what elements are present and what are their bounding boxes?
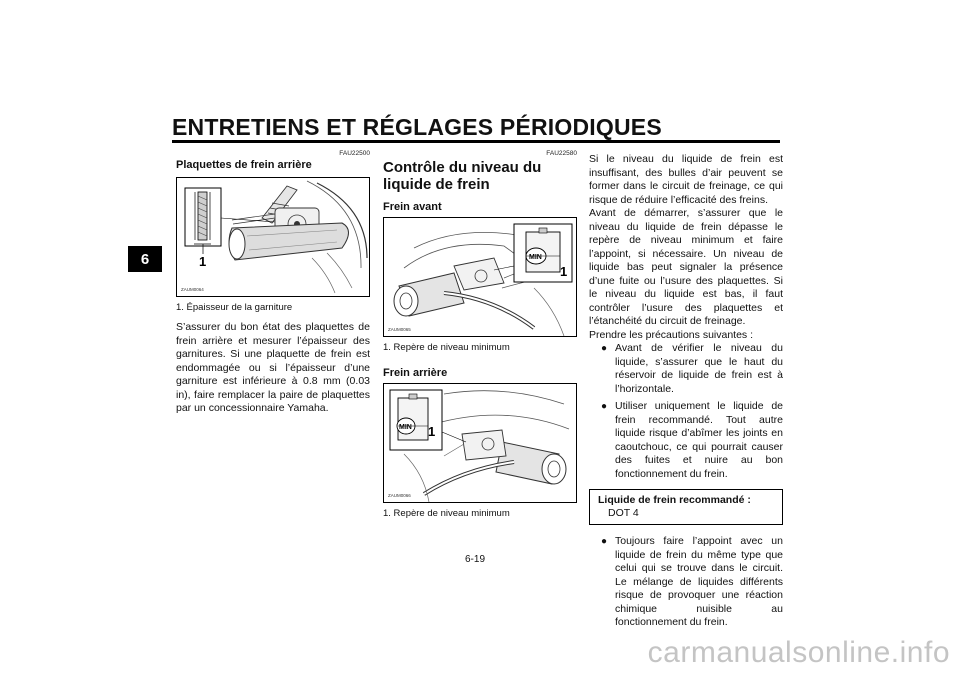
- paragraph-2: Avant de démarrer, s’assurer que le niveau du liquide de frein dépasse le repère de niveau minimum et faire l’appoint, si nécessaire. Un niveau de liquide bas peut signaler la présence d’une fuite ou l’usure des plaquettes. Si le niveau du liquide est bas, il faut contrôler l’usure des plaquettes et l’étanchéité du circuit de freinage.: [589, 207, 783, 327]
- list-item: [601, 535, 783, 630]
- figure-code: ZAUM0065: [388, 327, 411, 332]
- figure-code: ZAUM0066: [388, 493, 411, 498]
- rear-brake-pad-figure: [176, 177, 370, 297]
- figure-callout-number: 1: [199, 254, 207, 269]
- rear-brake-label: Frein arrière: [383, 367, 448, 379]
- list-item-text: Avant de vérifier le niveau du liquide, s’assurer que le haut du réservoir de liquide de frein est à l’horizontale.: [615, 342, 783, 395]
- recommended-fluid-label: Liquide de frein recommandé :: [598, 494, 751, 506]
- list-item: [601, 400, 783, 481]
- front-brake-reservoir-illustration: [384, 218, 577, 337]
- list-item-text: Utiliser uniquement le liquide de frein recommandé. Tout autre liquide risque d’abîmer les joints en caoutchouc, ce qui pourrait causer des fuites et nuire au bon fonctionnement du frein.: [615, 400, 783, 480]
- rear-brake-paragraph: S’assurer du bon état des plaquettes de frein arrière et mesurer l’épaisseur des garnitures. Si une plaquette de frein est endommagée ou si l’épaisseur d’une garniture est inférieure à 0.8 mm (0.03 in), faire remplacer la paire de plaquettes par un concessionnaire Yamaha.: [176, 321, 370, 414]
- front-brake-figure: [383, 217, 577, 337]
- bullet-icon: ●: [601, 343, 608, 354]
- bullet-icon: ●: [601, 536, 608, 547]
- figure-callout-number: 1: [428, 424, 436, 439]
- watermark: carmanualsonline.info: [647, 636, 950, 669]
- list-item: [601, 342, 783, 396]
- min-mark-label: MIN: [529, 254, 542, 261]
- rear-brake-reservoir-illustration: [384, 384, 577, 503]
- left-column: [176, 150, 370, 416]
- list-item-text: Toujours faire l’appoint avec un liquide de frein du même type que celui qui se trouve dans le circuit. Le mélange de liquides différents risque de provoquer une réaction chimique nuisible au fonctionnement du frein.: [615, 535, 783, 628]
- precautions-list: [601, 342, 783, 481]
- rear-brake-pad-illustration: [177, 178, 370, 297]
- recommended-fluid-box: [589, 489, 783, 525]
- figure-caption: 1. Épaisseur de la garniture: [176, 302, 293, 313]
- paragraph-3: Prendre les précautions suivantes :: [589, 328, 754, 341]
- front-figure-caption: 1. Repère de niveau minimum: [383, 342, 510, 353]
- min-mark-label: MIN: [399, 424, 412, 431]
- precautions-list-continued: [601, 535, 783, 630]
- bullet-icon: ●: [601, 401, 608, 412]
- chapter-tab: 6: [128, 246, 162, 272]
- page-title: ENTRETIENS ET RÉGLAGES PÉRIODIQUES: [172, 114, 662, 140]
- figure-code: ZAUM0064: [181, 287, 204, 292]
- header-rule: [172, 140, 780, 143]
- right-column: [589, 153, 783, 634]
- section-code: FAU22580: [546, 150, 577, 157]
- section-heading: Contrôle du niveau du liquide de frein: [383, 159, 542, 193]
- section-heading: Plaquettes de frein arrière: [176, 159, 312, 171]
- rear-figure-caption: 1. Repère de niveau minimum: [383, 508, 510, 519]
- figure-callout-number: 1: [560, 264, 568, 279]
- page-number: 6-19: [465, 554, 486, 565]
- recommended-fluid-value: DOT 4: [608, 507, 639, 519]
- middle-column: [383, 150, 577, 519]
- section-code: FAU22500: [339, 150, 370, 157]
- paragraph-1: Si le niveau du liquide de frein est insuffisant, des bulles d’air peuvent se former dans le circuit de freinage, ce qui risque de réduire l’efficacité des freins.: [589, 153, 783, 206]
- front-brake-label: Frein avant: [383, 201, 442, 213]
- rear-brake-figure: [383, 383, 577, 503]
